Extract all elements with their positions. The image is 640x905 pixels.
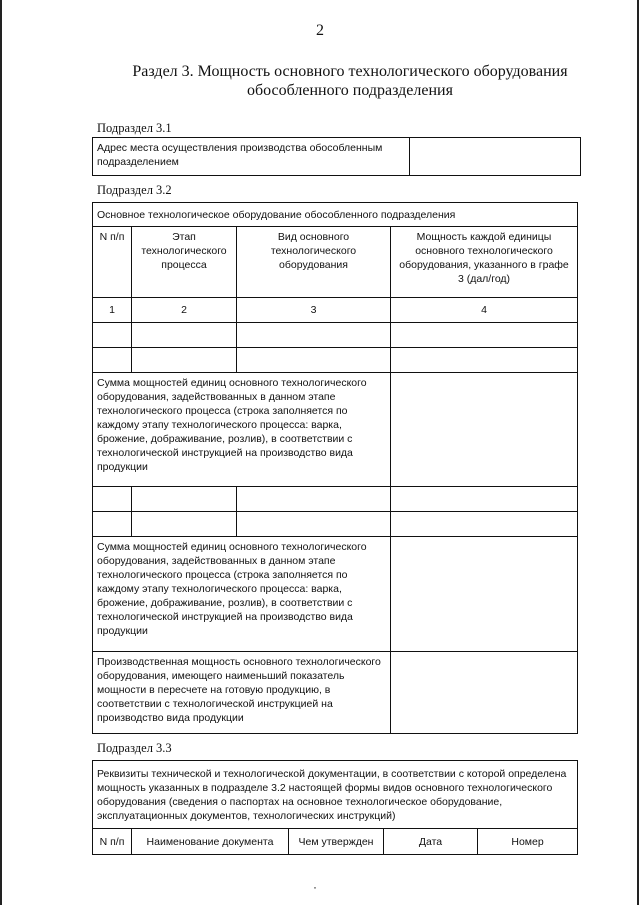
- empty-row: [93, 512, 578, 537]
- equipment-table-title: Основное технологическое оборудование обособленного подразделения: [93, 203, 578, 227]
- header-num: N п/п: [93, 227, 132, 298]
- col-number-3: 3: [237, 298, 391, 323]
- subsection-3-3-label: Подраздел 3.3: [97, 741, 172, 755]
- scan-edge-right: [637, 0, 639, 905]
- doc-header-num: N п/п: [93, 829, 132, 855]
- header-equipment-type: Вид основного технологического оборудования: [237, 227, 391, 298]
- header-capacity: Мощность каждой единицы основного технологического оборудования, указанного в графе 3 (дал/год): [391, 227, 578, 298]
- equipment-table: [92, 202, 578, 734]
- stage-sum-value: [391, 537, 578, 652]
- scan-edge-left: [0, 0, 2, 905]
- address-label: Адрес места осуществления производства обособленным подразделением: [93, 138, 410, 176]
- subsection-3-2-label: Подраздел 3.2: [97, 183, 172, 197]
- col-number-1: 1: [93, 298, 132, 323]
- footer-mark: ·: [313, 880, 317, 894]
- stage-sum-label: Сумма мощностей единиц основного технологического оборудования, задействованных в данном этапе технологического процесса (строка заполняется по каждому этапу технологического процесса: варка, брожение, дображивание, розлив), в соответствии с технологической инструкцией на производство вида продукции: [93, 537, 391, 652]
- section-title-line1: Раздел 3. Мощность основного технологического оборудования: [132, 63, 568, 80]
- production-capacity-value: [391, 652, 578, 734]
- address-table: [92, 137, 581, 176]
- header-stage: Этап технологического процесса: [132, 227, 237, 298]
- stage-sum-label: Сумма мощностей единиц основного технологического оборудования, задействованных в данном этапе технологического процесса (строка заполняется по каждому этапу технологического процесса: варка, брожение, дображивание, розлив), в соответствии с технологической инструкцией на производство вида продукции: [93, 373, 391, 487]
- doc-header-number: Номер: [478, 829, 578, 855]
- col-number-4: 4: [391, 298, 578, 323]
- empty-row: [93, 323, 578, 348]
- section-title: [60, 62, 640, 100]
- production-capacity-label: Производственная мощность основного технологического оборудования, имеющего наименьший показатель мощности в пересчете на готовую продукцию, в соответствии с технологической инструкцией на производство вида продукции: [93, 652, 391, 734]
- empty-row: [93, 487, 578, 512]
- documentation-table: [92, 760, 578, 855]
- col-number-2: 2: [132, 298, 237, 323]
- page-number: 2: [316, 22, 324, 39]
- empty-row: [93, 348, 578, 373]
- doc-header-approved-by: Чем утвержден: [289, 829, 384, 855]
- requisites-text: Реквизиты технической и технологической документации, в соответствии с которой определена мощность указанных в подразделе 3.2 настоящей формы видов основного технологического оборудования (сведения о паспортах на основное технологическое оборудование, эксплуатационных документов, технологических инструкций): [93, 761, 578, 829]
- stage-sum-value: [391, 373, 578, 487]
- address-value: [410, 138, 581, 176]
- doc-header-date: Дата: [384, 829, 478, 855]
- subsection-3-1-label: Подраздел 3.1: [97, 121, 172, 135]
- section-title-line2: обособленного подразделения: [247, 82, 453, 99]
- doc-header-name: Наименование документа: [132, 829, 289, 855]
